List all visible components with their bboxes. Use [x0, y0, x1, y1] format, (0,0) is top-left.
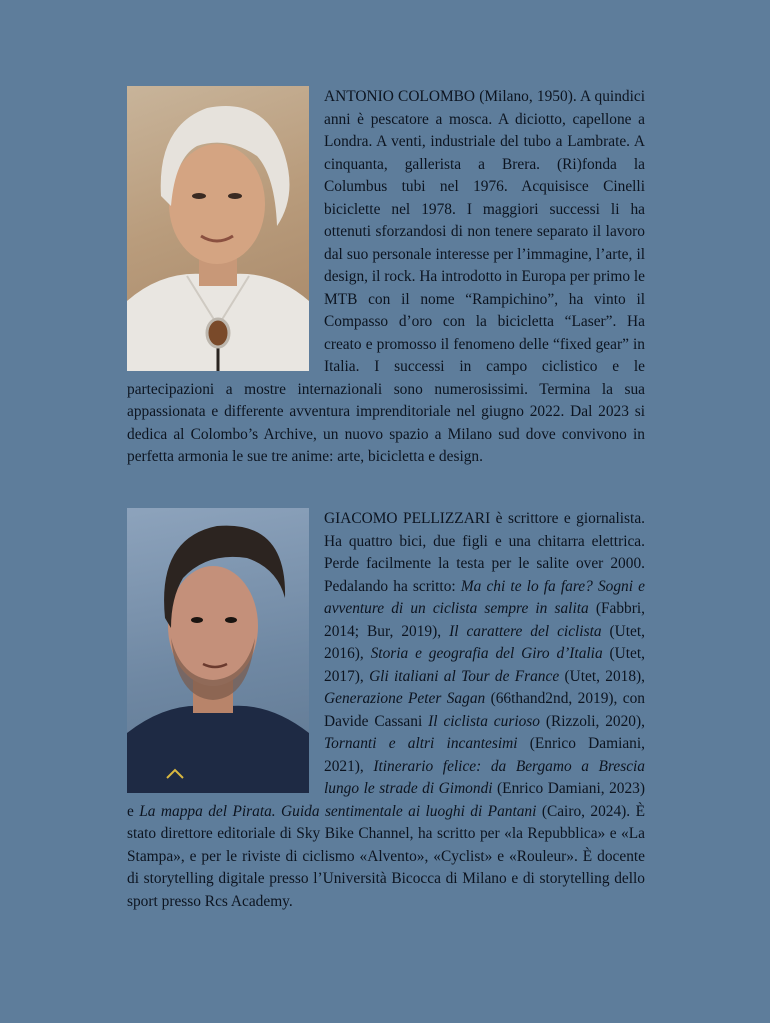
book-title: Il carattere del ciclista [449, 622, 602, 640]
bio-text: GIACOMO PELLIZZARI è scrittore e giornalista. Ha quattro bici, due figli e una chitarra elettrica. Perde facilmente la testa per le salite over 2000. Pedalando ha scritto: Ma chi te lo fa fare? Sogni e avventure di un ciclista sempre in salita (Fabbri, 2014; Bur, 2019), Il carattere del ciclista (Utet, 2016), Storia e geografia del Giro d’Italia (Utet, 2017), Gli italiani al Tour de France (Utet, 2018), Generazione Peter Sagan (66thand2nd, 2019), con Davide Cassani Il ciclista curioso (Rizzoli, 2020), Tornanti e altri incantesimi (Enrico Damiani, 2021), Itinerario felice: da Bergamo a Brescia lungo le strade di Gimondi (Enrico Damiani, 2023) e La mappa del Pirata. Guida sentimentale ai luoghi di Pantani (Cairo, 2024). È stato direttore editoriale di Sky Bike Channel, ha scritto per «la Repubblica» e «La Stampa», e per le riviste di ciclismo «Alvento», «Cyclist» e «Rouleur». È docente di storytelling digitale presso l’Università Bicocca di Milano e di storytelling dello sport presso Rcs Academy. [127, 510, 646, 910]
book-title: Itinerario felice: da Bergamo a Brescia lungo le strade di Gimondi [324, 757, 645, 797]
portrait-illustration [127, 508, 309, 793]
author-name: GIACOMO PELLIZZARI [324, 510, 491, 527]
bio-giacomo-pellizzari [127, 508, 645, 913]
book-title: Tornanti e altri incantesimi [324, 735, 518, 752]
book-title: Il ciclista curioso [428, 712, 540, 730]
book-title: Generazione Peter Sagan [324, 690, 486, 707]
bio-body: (Milano, 1950). A quindici anni è pescatore a mosca. A diciotto, capellone a Londra. A venti, industriale del tubo a Lambrate. A cinquanta, gallerista a Brera. (Ri)fonda la Columbus tubi nel 1976. Acquisisce Cinelli biciclette nel 1978. I maggiori successi li ha ottenuti sforzandosi di non tenere separato il lavoro dal suo personale interesse per l’immagine, l’arte, il design, il rock. Ha introdotto in Europa per primo le MTB con il nome “Rampichino”, ha vinto il Compasso d’oro con la bicicletta “Laser”. Ha creato e promosso il fenomeno delle “fixed gear” in Italia. I successi in campo ciclistico e le partecipazioni a mostre internazionali sono numerosissimi. Termina la sua appassionata e differente avventura imprenditoriale nel giugno 2022. Dal 2023 si dedica al Colombo’s Archive, un nuovo spazio a Milano sud dove convivono in perfetta armonia le sue tre anime: arte, bicicletta e design. [127, 88, 645, 465]
book-title: Gli italiani al Tour de France [369, 667, 560, 685]
book-title: La mappa del Pirata. Guida sentimentale ai luoghi di Pantani [139, 802, 537, 820]
bio-antonio-colombo [127, 86, 645, 469]
portrait-antonio-colombo [127, 86, 309, 371]
book-title: Ma chi te lo fa fare? Sogni e avventure di un ciclista sempre in salita [324, 577, 645, 617]
portrait-illustration [127, 86, 309, 371]
portrait-giacomo-pellizzari [127, 508, 309, 793]
book-title: Storia e geografia del Giro d’Italia [370, 645, 603, 662]
author-name: ANTONIO COLOMBO [324, 88, 476, 105]
